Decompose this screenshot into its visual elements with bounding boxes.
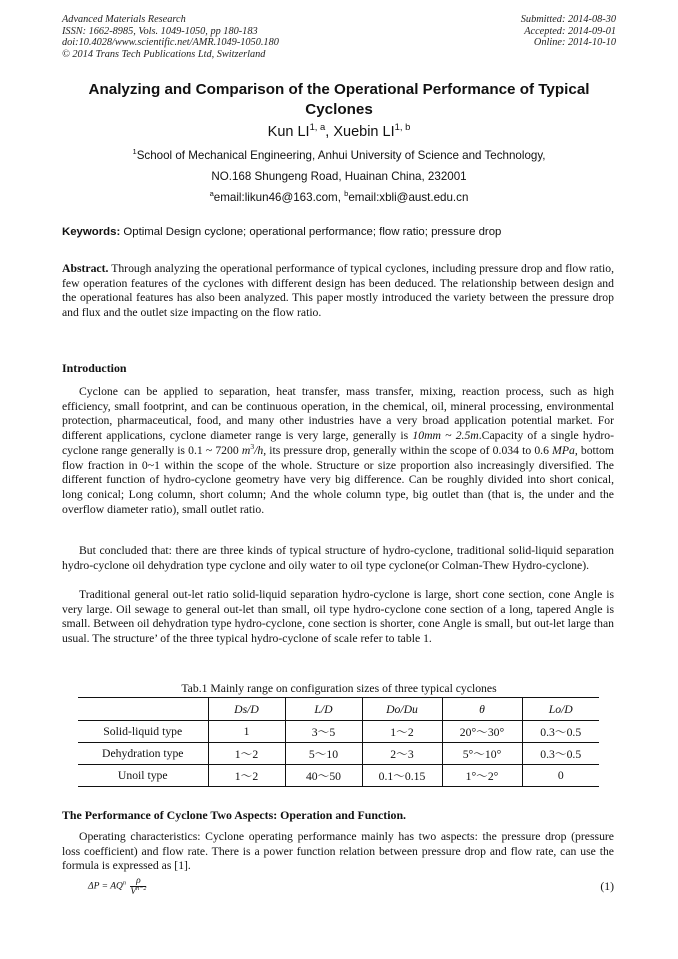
keywords xyxy=(62,226,616,238)
table-caption: Tab.1 Mainly range on configuration sizes of three typical cyclones xyxy=(181,682,497,695)
email-b-sup: b xyxy=(344,189,349,199)
author-list xyxy=(62,121,616,140)
intro-p1-text-4: , bottom flow fraction in 0~1 within the scope of the whole. Structure or size proportion also increasingly diversified. The different function of hydro-cyclone geometry have very big difference. Can be roughly divided into short conical, long conical; Long column, short column; And the whole column type, big outlet than (that is, the under and the overflow diameter ratio), small outlet ratio. xyxy=(62,443,614,516)
table-cell: 20°～30° xyxy=(442,721,522,743)
table-header-cell: Ds/D xyxy=(208,698,285,721)
formula-fraction xyxy=(130,876,146,897)
table-row xyxy=(78,721,599,743)
formula-lhs: ΔP = AQ xyxy=(88,881,123,892)
intro-p1-text-3: , its pressure drop, generally within the scope of 0.034 to 0.6 xyxy=(263,443,553,457)
table-cell: 1 xyxy=(208,721,285,743)
journal-issn: ISSN: 1662-8985, Vols. 1049-1050, pp 180-183 xyxy=(62,25,258,37)
formula-den-base: V xyxy=(130,887,137,897)
table-cell: 3～5 xyxy=(285,721,362,743)
table-cell: 2～3 xyxy=(362,743,442,765)
formula-den-exp: n−2 xyxy=(136,885,147,892)
journal-doi: doi:10.4028/www.scientific.net/AMR.1049-1050.180 xyxy=(62,37,279,49)
journal-header xyxy=(62,14,279,60)
formula-exponent: n xyxy=(122,880,126,887)
email-a: email:likun46@163.com, xyxy=(213,191,345,204)
paper-title xyxy=(62,80,616,120)
diameter-range: 10mm ~ 2.5m xyxy=(412,429,479,443)
intro-paragraph-3: Traditional general out-let ratio solid-liquid separation hydro-cyclone is large, short cone section, cone Angle is very large. Oil sewage to general out-let than small, oil type hydro-cyclone cone section of a long, tapered Angle is small. Between oil dehydration type hydro-cyclone, cone section is shorter, cone Angle is small, but out-let large than usual. The structure’ of the three typical hydro-cyclone of scale refer to table 1. xyxy=(62,588,614,646)
accepted-date: Accepted: 2014-09-01 xyxy=(524,25,616,37)
author-separator: , xyxy=(325,124,334,140)
intro-p1-text-2: .Capacity of a single hydro-cyclone range generally is 0.1 ~ 7200 xyxy=(62,429,614,457)
table-header-cell: Lo/D xyxy=(522,698,599,721)
unit-per-h: /h xyxy=(254,443,264,457)
keywords-label: Keywords: xyxy=(62,226,121,238)
table-cell: 1～2 xyxy=(362,721,442,743)
table-header-cell: Do/Du xyxy=(362,698,442,721)
email-b: email:xbli@aust.edu.cn xyxy=(348,191,469,204)
table-cell: 0.3～0.5 xyxy=(522,721,599,743)
intro-paragraph-2: But concluded that: there are three kinds of typical structure of hydro-cyclone, traditional solid-liquid separation hydro-cyclone oil dehydration type cyclone and oily water to oil type cyclone(or Colman-Thew Hydro-cyclone). xyxy=(62,544,614,572)
journal-copyright: © 2014 Trans Tech Publications Ltd, Switzerland xyxy=(62,48,266,60)
table-cell: 1～2 xyxy=(208,743,285,765)
author-1: Kun LI xyxy=(267,124,310,140)
table-cell: 0.3～0.5 xyxy=(522,743,599,765)
table-cell: 0.1～0.15 xyxy=(362,765,442,787)
unit-m: m xyxy=(241,443,251,457)
title-line-2: Cyclones xyxy=(305,101,373,118)
submitted-date: Submitted: 2014-08-30 xyxy=(520,14,616,25)
equation-number: (1) xyxy=(600,880,614,893)
intro-p1-text-1: Cyclone can be applied to separation, heat transfer, mass transfer, mixing, reaction process, such as high efficiency, small footprint, and can be continuous operation, in the chemical, oil, mineral processing, environmental protection, pharmaceutical, food, and many other industries have a very broad application potential market. For different applications, cyclone diameter range is very large, generally is xyxy=(62,385,614,443)
journal-name: Advanced Materials Research xyxy=(62,14,186,25)
table-cell: Solid-liquid type xyxy=(103,725,183,738)
table-row xyxy=(78,765,599,787)
online-date: Online: 2014-10-10 xyxy=(533,37,616,49)
pressure-drop-formula xyxy=(88,876,146,897)
author-1-affil: 1, a xyxy=(309,121,326,133)
affiliation-sup: 1 xyxy=(132,147,137,157)
abstract-label: Abstract. xyxy=(62,262,109,275)
introduction-heading: Introduction xyxy=(62,361,127,375)
unit-m-exp: 3 xyxy=(250,441,255,451)
table-header-cell xyxy=(78,698,208,721)
table-cell: Unoil type xyxy=(117,769,168,782)
section-2-heading: The Performance of Cyclone Two Aspects: Operation and Function. xyxy=(62,808,407,822)
table-cell: Dehydration type xyxy=(102,747,184,760)
table-cell: 40～50 xyxy=(285,765,362,787)
section-2-paragraph: Operating characteristics: Cyclone operating performance mainly has two aspects: the pressure drop (pressure loss coefficient) and flow rate. There is a power function relation between pressure drop and flow rate, can use the formula is expressed as [1]. xyxy=(62,830,614,873)
table-cell: 1～2 xyxy=(208,765,285,787)
table-cell: 5°～10° xyxy=(442,743,522,765)
table-cell: 1°～2° xyxy=(442,765,522,787)
formula-denominator xyxy=(130,887,146,897)
abstract xyxy=(62,262,614,321)
email-a-sup: a xyxy=(209,189,214,199)
unit-mpa: MPa xyxy=(552,443,575,457)
table-header-cell: L/D xyxy=(285,698,362,721)
table-row xyxy=(78,743,599,765)
table-cell: 0 xyxy=(522,765,599,787)
formula-numerator: ρ xyxy=(130,876,146,887)
dates-header xyxy=(521,14,616,49)
author-2: Xuebin LI xyxy=(333,124,395,140)
author-2-affil: 1, b xyxy=(394,121,411,133)
configuration-table xyxy=(78,697,599,787)
affiliation-text: School of Mechanical Engineering, Anhui University of Science and Technology, xyxy=(136,149,546,162)
title-line-1: Analyzing and Comparison of the Operational Performance of Typical xyxy=(88,81,590,98)
affiliation-line-2: NO.168 Shungeng Road, Huainan China, 232001 xyxy=(211,170,467,183)
abstract-text: Through analyzing the operational performance of typical cyclones, including pressure drop and flow ratio, few operation features of the cyclones with different design has been deduced. The relationship between design and the operational features has also been analyzed. This paper mostly introduced the variety between the pressure drop and flux and the outlet size impacting on the flow ratio. xyxy=(62,262,614,320)
keywords-text: Optimal Design cyclone; operational performance; flow ratio; pressure drop xyxy=(120,226,502,238)
table-header-row xyxy=(78,698,599,721)
intro-paragraph-1 xyxy=(62,385,614,517)
table-cell: 5～10 xyxy=(285,743,362,765)
table-header-cell: θ xyxy=(442,698,522,721)
affiliation-line-1 xyxy=(62,149,616,162)
email-line xyxy=(62,191,616,204)
